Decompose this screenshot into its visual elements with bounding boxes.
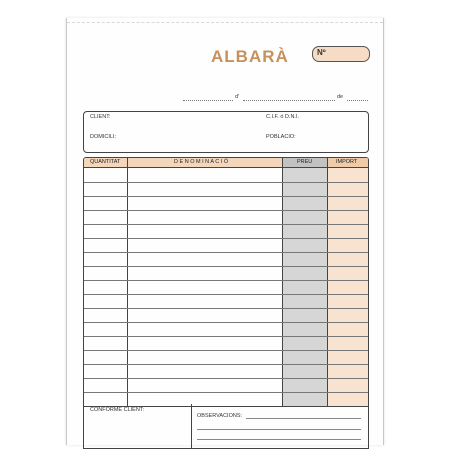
- city-label: POBLACIO:: [266, 134, 296, 140]
- observations-line[interactable]: [197, 429, 361, 430]
- col-header-quantitat: QUANTITAT: [90, 159, 121, 165]
- footer-box: [83, 404, 369, 449]
- table-row-line: [84, 196, 368, 197]
- number-field[interactable]: [312, 46, 370, 62]
- table-row-line: [84, 336, 368, 337]
- number-label: Nº: [317, 48, 326, 57]
- table-row-line: [84, 294, 368, 295]
- table-row-line: [84, 280, 368, 281]
- client-label: CLIENT:: [90, 114, 111, 120]
- date-year-line[interactable]: [347, 100, 368, 101]
- client-box: [83, 111, 369, 153]
- conforme-client-label: CONFORME CLIENT:: [90, 407, 145, 413]
- items-table: [83, 157, 369, 407]
- date-month-separator: de: [337, 94, 344, 100]
- date-line: [183, 92, 368, 104]
- col-header-denominacio: D E N O M I N A C I Ó: [174, 159, 229, 165]
- address-label: DOMICILI:: [90, 134, 116, 140]
- col-header-import: IMPORT: [336, 159, 358, 165]
- cif-label: C.I.F. ó D.N.I.: [266, 114, 300, 120]
- table-row-line: [84, 322, 368, 323]
- table-row-line: [84, 378, 368, 379]
- date-month-line[interactable]: [243, 100, 335, 101]
- observations-line[interactable]: [197, 439, 361, 440]
- date-place-line[interactable]: [183, 100, 233, 101]
- observations-label: OBSERVACIONS:: [197, 413, 243, 419]
- table-row-line: [84, 238, 368, 239]
- delivery-note-form: [66, 18, 384, 445]
- table-row-line: [84, 182, 368, 183]
- table-row-line: [84, 308, 368, 309]
- table-row-line: [84, 392, 368, 393]
- table-row-line: [84, 364, 368, 365]
- date-day-separator: d': [235, 94, 240, 100]
- perforation-line: [67, 18, 383, 23]
- table-row-line: [84, 350, 368, 351]
- footer-divider: [191, 404, 192, 448]
- form-title: ALBARÀ: [211, 47, 289, 66]
- table-row-line: [84, 252, 368, 253]
- table-row-line: [84, 224, 368, 225]
- col-header-preu: PREU: [297, 159, 313, 165]
- table-row-line: [84, 266, 368, 267]
- observations-line[interactable]: [246, 418, 361, 419]
- table-row-line: [84, 210, 368, 211]
